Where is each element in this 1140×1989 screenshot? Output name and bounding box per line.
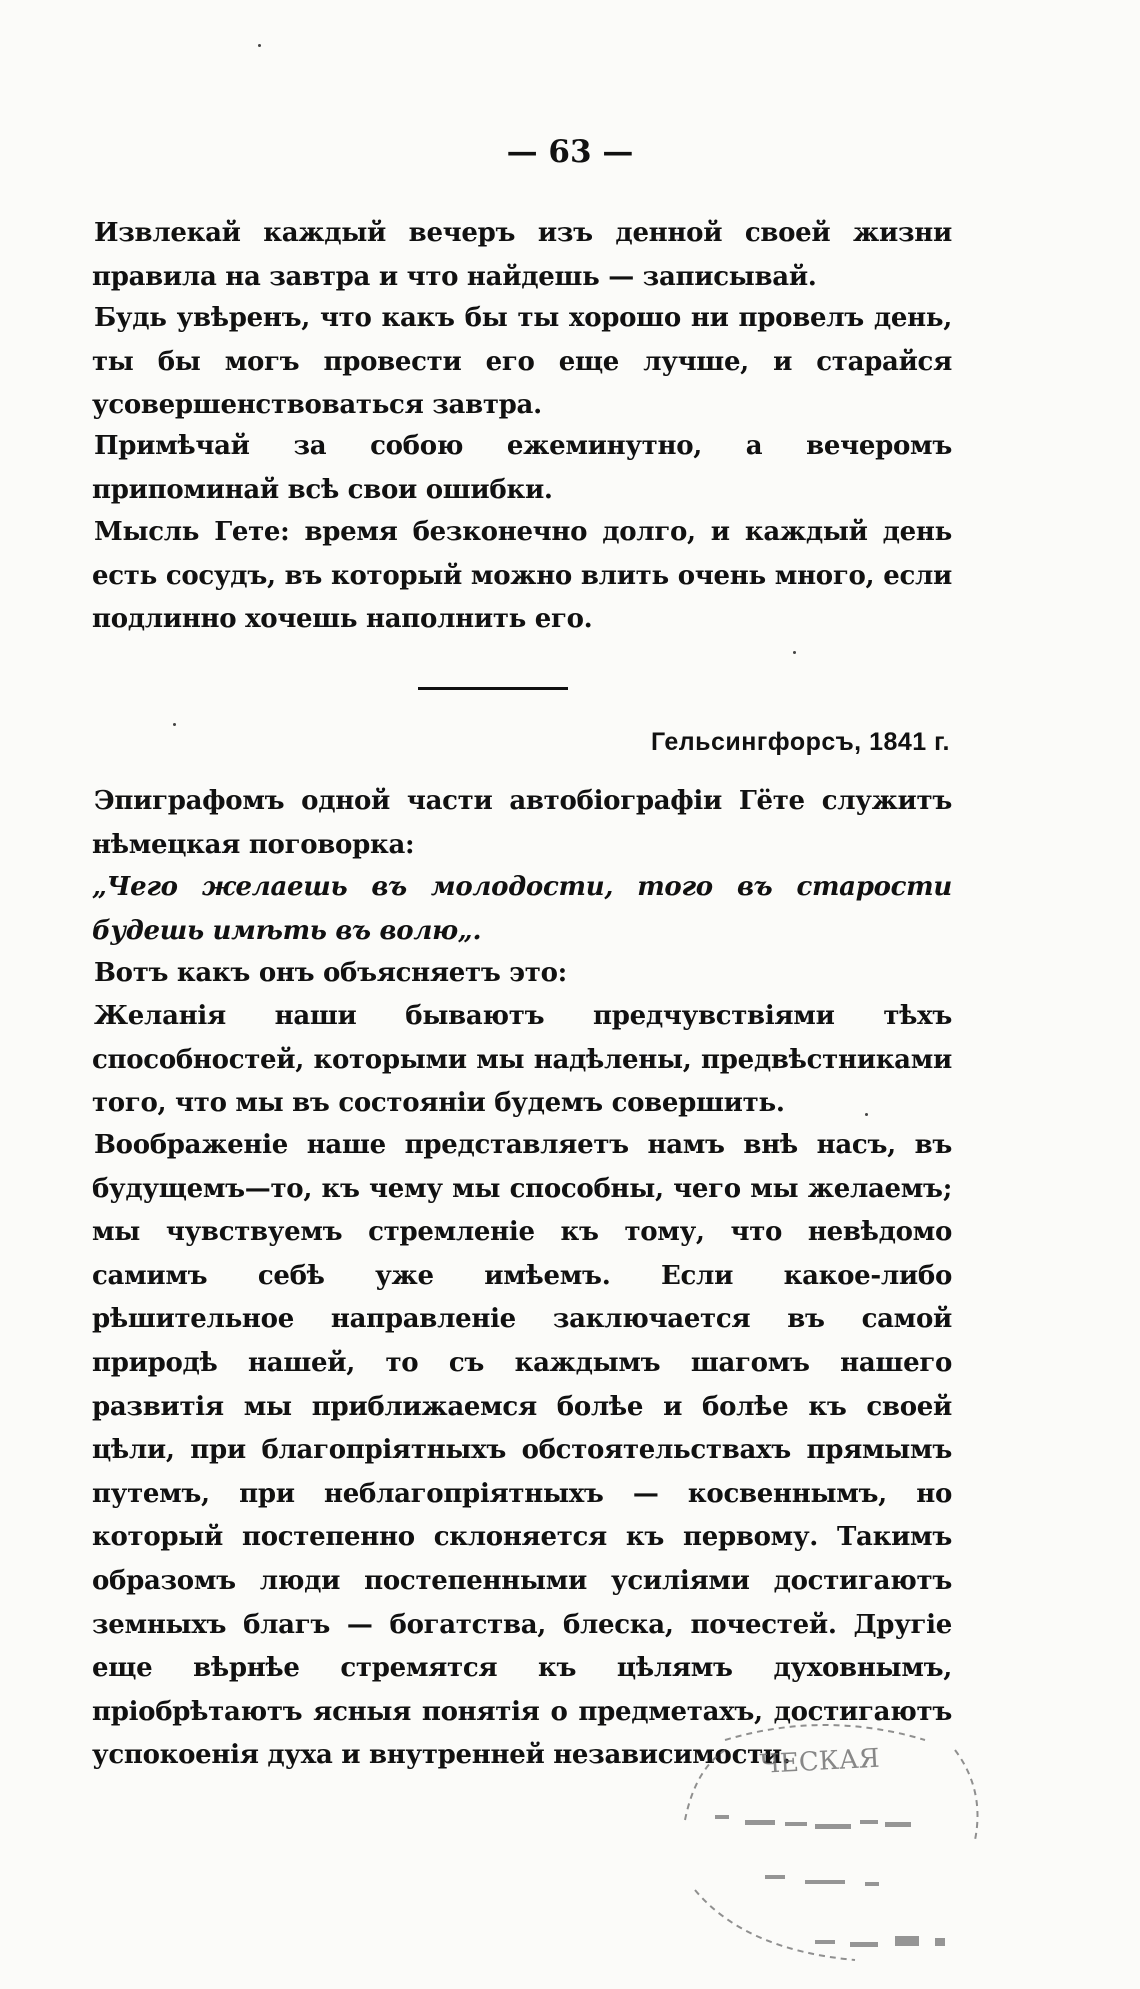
paragraph-proverb-quote: „Чего желаешь въ молодости, того въ старости будешь имѣть въ волю„. xyxy=(92,872,952,946)
paragraph-explanation-lead: Вотъ какъ онъ объясняетъ это: xyxy=(94,958,567,988)
paragraph-evening-rules: Извлекай каждый вечеръ изъ денной своей жизни правила на завтра и что найдешь — записывай. xyxy=(92,218,952,292)
paragraph-observe-yourself: Примѣчай за собою ежеминутно, а вечеромъ припоминай всѣ свои ошибки. xyxy=(92,431,952,505)
paragraph-imagination: Воображеніе наше представляетъ намъ внѣ насъ, въ будущемъ—то, къ чему мы способны, чего мы желаемъ; мы чувствуемъ стремленіе къ тому, что невѣдомо самимъ себѣ уже имѣемъ. Если какое-либо рѣшительное направленіе заключается въ самой природѣ нашей, то съ каждымъ шагомъ нашего развитія мы приближаемся болѣе и болѣе къ своей цѣли, при благопріятныхъ обстоятельствахъ прямымъ путемъ, при неблагопріятныхъ — косвеннымъ, но который постепенно склоняется къ первому. Такимъ образомъ люди постепенными усиліями достигаютъ земныхъ благъ — богатства, блеска, почестей. Другіе еще вѣрнѣе стремятся къ цѣлямъ духовнымъ, пріобрѣтаютъ ясныя понятія о предметахъ, достигаютъ успокоенія духа и внутренней независимости. xyxy=(92,1130,952,1771)
dateline: Гельсингфорсъ, 1841 г. xyxy=(650,728,950,756)
paragraph-be-sure: Будь увѣренъ, что какъ бы ты хорошо ни провелъ день, ты бы могъ провести его еще лучше, и старайся усовершенствоваться завтра. xyxy=(92,303,952,421)
stamp-text: ЧЕСКАЯ xyxy=(759,1743,881,1780)
library-stamp xyxy=(655,1710,995,1980)
paragraph-desires: Желанія наши бываютъ предчувствіями тѣхъ способностей, которыми мы надѣлены, предвѣстниками того, что мы въ состояніи будемъ совершить. xyxy=(92,1001,952,1119)
scan-speck xyxy=(258,44,261,47)
paragraph-epigraph-intro: Эпиграфомъ одной части автобіографіи Гёте служитъ нѣмецкая поговорка: xyxy=(92,786,952,860)
scan-speck xyxy=(793,651,796,654)
section-divider xyxy=(418,687,568,690)
scan-speck xyxy=(865,1113,868,1116)
scan-speck xyxy=(173,723,176,726)
page-number: — 63 — xyxy=(506,134,634,170)
paragraph-goethe-thought: Мысль Гете: время безконечно долго, и каждый день есть сосудъ, въ который можно влить очень много, если подлинно хочешь наполнить его. xyxy=(92,517,952,635)
